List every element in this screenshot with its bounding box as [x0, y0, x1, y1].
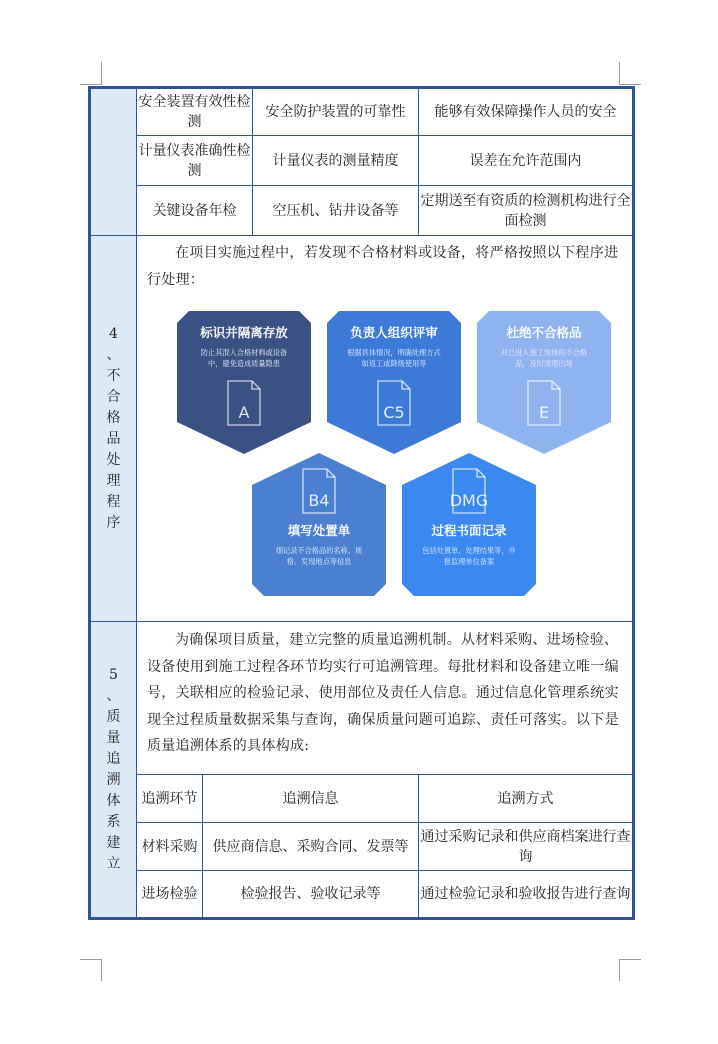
process-step-icon-label: A	[238, 403, 250, 422]
inspection-standard: 误差在允许范围内	[419, 136, 634, 186]
section-5-label-char: 建	[106, 834, 121, 851]
table-row	[90, 823, 634, 871]
section-4-label-char: 程	[106, 493, 121, 510]
section-4-row	[90, 236, 634, 622]
section-5-label-char: 量	[106, 729, 121, 746]
section-4-label-char: 格	[106, 409, 121, 426]
inspection-content: 空压机、钻井设备等	[253, 186, 419, 236]
process-step-card	[402, 453, 536, 596]
table-row	[90, 88, 634, 136]
table-row	[90, 871, 634, 919]
nonconforming-process-diagram	[157, 303, 597, 581]
section-4-label	[90, 236, 137, 622]
trace-method: 通过检验记录和验收报告进行查询	[419, 871, 634, 919]
process-step-description: 防止其混入合格材料或设备中，避免造成质量隐患	[200, 348, 288, 368]
trace-info: 检验报告、验收记录等	[203, 871, 419, 919]
trace-header-stage: 追溯环节	[137, 775, 203, 823]
table-row	[90, 136, 634, 186]
process-step-title: 填写处置单	[287, 523, 351, 538]
process-step-icon-label: B4	[308, 491, 330, 510]
trace-header-info: 追溯信息	[203, 775, 419, 823]
process-step-title: 负责人组织评审	[350, 325, 438, 340]
inspection-item: 安全装置有效性检测	[137, 88, 253, 136]
process-step-card	[177, 311, 311, 454]
process-step-card	[327, 311, 461, 454]
process-step-icon-label: C5	[383, 403, 405, 422]
section-5-label-char: 溯	[106, 771, 121, 788]
section-5-label-char: 体	[106, 792, 121, 809]
crop-mark-bottom-left-v	[101, 959, 102, 981]
section-5-paragraph: 为确保项目质量，建立完整的质量追溯机制。从材料采购、进场检验、设备使用到施工过程各环节均实行可追溯管理。每批材料和设备建立唯一编号，关联相应的检验记录、使用部位及责任人信息。通过信息化管理系统实现全过程质量数据采集与查询，确保质量问题可追踪、责任可落实。以下是质量追溯体系的具体构成:	[147, 632, 619, 754]
process-step-card	[477, 311, 611, 454]
section-5-label-char: 系	[106, 813, 121, 830]
crop-mark-bottom-right-h	[619, 959, 641, 960]
trace-table-header	[90, 775, 634, 823]
process-step-title: 杜绝不合格品	[506, 325, 582, 340]
process-step-icon-label: DMG	[449, 491, 489, 510]
process-step-description: 包括处置单、处理结果等，并报监理单位备案	[422, 546, 516, 566]
inspection-content: 计量仪表的测量精度	[253, 136, 419, 186]
crop-mark-top-right-h	[619, 84, 641, 85]
section-4-label-char: 4	[109, 325, 118, 342]
trace-method: 通过采购记录和供应商档案进行查询	[419, 823, 634, 871]
section-5-content	[137, 622, 634, 775]
crop-mark-top-right-v	[619, 62, 620, 84]
trace-stage: 材料采购	[137, 823, 203, 871]
section-4-label-char: 序	[106, 514, 121, 531]
trace-stage: 进场检验	[137, 871, 203, 919]
process-step-title: 过程书面记录	[431, 523, 507, 538]
process-step-card	[252, 453, 386, 596]
document-table	[88, 86, 635, 920]
section-4-intro: 在项目实施过程中，若发现不合格材料或设备，将严格按照以下程序进行处理：	[147, 245, 619, 288]
section-4-label-char: 、	[106, 346, 121, 363]
process-step-description: 根据具体情况，明确处理方式如返工或降级使用等	[347, 348, 441, 368]
section-4-label-char: 不	[106, 367, 121, 384]
section-5-label-char: 5	[109, 666, 118, 683]
trace-header-method-cell: 追溯方式	[419, 775, 634, 823]
section-4-label-char: 合	[106, 388, 121, 405]
inspection-standard: 定期送至有资质的检测机构进行全面检测	[419, 186, 634, 236]
section-5-label-char: 质	[106, 708, 121, 725]
section-5-label-char: 立	[106, 855, 121, 872]
crop-mark-top-left-h	[80, 84, 102, 85]
crop-mark-top-left-v	[101, 62, 102, 84]
section-4-label-char: 品	[106, 430, 121, 447]
crop-mark-bottom-right-v	[619, 959, 620, 981]
document-a-icon	[224, 379, 264, 427]
process-step-icon-label: E	[538, 403, 550, 422]
trace-info: 供应商信息、采购合同、发票等	[203, 823, 419, 871]
table-row	[90, 186, 634, 236]
document-e-icon	[524, 379, 564, 427]
section-4-label-char: 处	[106, 451, 121, 468]
section-5-label	[90, 622, 137, 919]
section-5-label-char: 、	[106, 687, 121, 704]
section-4-content	[137, 236, 634, 622]
crop-mark-bottom-left-h	[80, 959, 102, 960]
section-5-row	[90, 622, 634, 775]
inspection-standard: 能够有效保障操作人员的安全	[419, 88, 634, 136]
section-5-label-char: 追	[106, 750, 121, 767]
document-dmg-icon	[449, 467, 489, 515]
document-c5-icon	[374, 379, 414, 427]
section-4-label-char: 理	[106, 472, 121, 489]
process-step-description: 对已进入施工现场的不合格品，及时清理出场	[500, 348, 588, 368]
inspection-content: 安全防护装置的可靠性	[253, 88, 419, 136]
process-step-title: 标识并隔离存放	[200, 325, 288, 340]
inspection-item: 关键设备年检	[137, 186, 253, 236]
process-step-description: 细记录不合格品的名称、规格、发现地点等信息	[275, 546, 363, 566]
section-label-empty	[90, 88, 137, 236]
document-b4-icon	[299, 467, 339, 515]
inspection-item: 计量仪表准确性检测	[137, 136, 253, 186]
